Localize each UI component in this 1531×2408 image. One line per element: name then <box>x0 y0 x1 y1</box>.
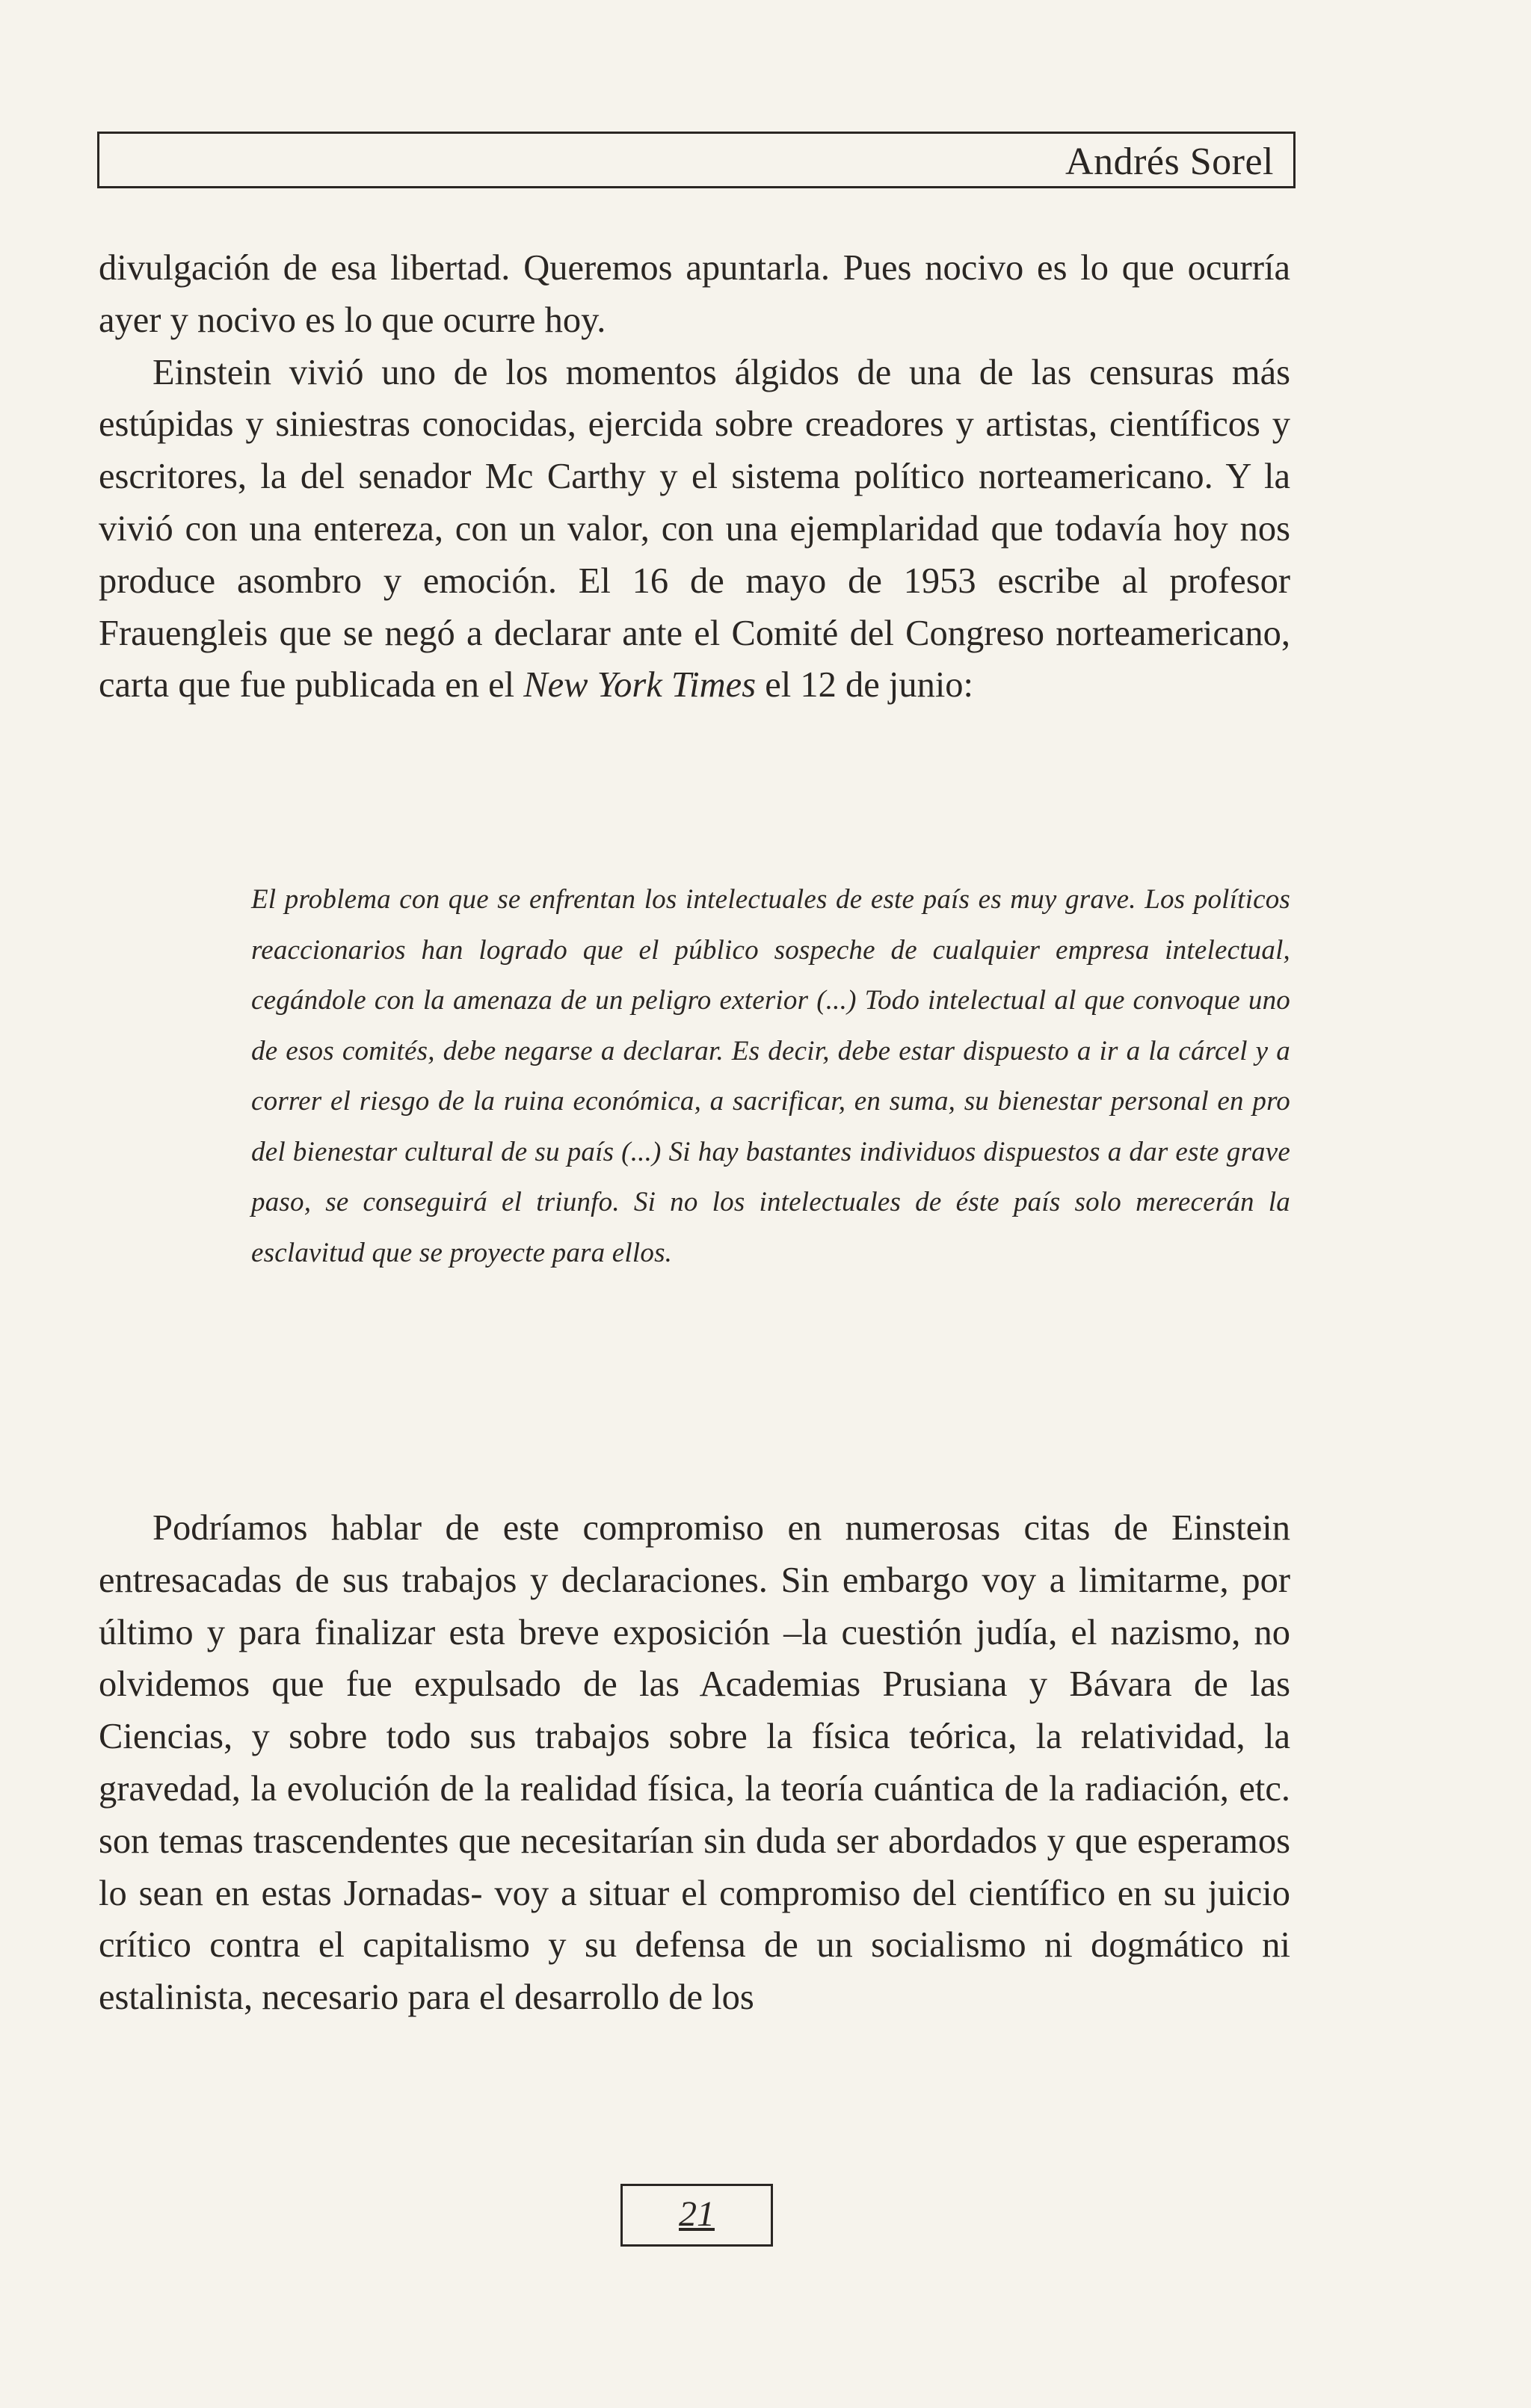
page-number: 21 <box>679 2194 715 2234</box>
running-header <box>97 132 1296 188</box>
paragraph-2 <box>99 347 1290 712</box>
block-quote <box>251 874 1290 1278</box>
paragraph-3: Podríamos hablar de este compromiso en numerosas citas de Einstein entresacadas de sus trabajos y declaraciones. Sin embargo voy a limitarme, por último y para finalizar esta breve exposición –la cuestión judía, el nazismo, no olvidemos que fue expulsado de las Academias Prusiana y Bávara de las Ciencias, y sobre todo sus trabajos sobre la física teórica, la relatividad, la gravedad, la evolución de la realidad física, la teoría cuántica de la radiación, etc. son temas trascendentes que necesitarían sin duda ser abordados y que esperamos lo sean en estas Jornadas- voy a situar el compromiso del científico en su juicio crítico contra el capitalismo y su defensa de un socialismo ni dogmático ni estalinista, necesario para el desarrollo de los <box>99 1508 1290 2018</box>
newspaper-title: New York Times <box>523 665 757 706</box>
paragraph-2-end: el 12 de junio: <box>756 665 974 706</box>
page-number-box <box>620 2184 773 2247</box>
paragraph-2-start: Einstein vivió uno de los momentos álgidos de una de las censuras más estúpidas y siniestras conocidas, ejercida sobre creadores y artistas, científicos y escritores, la del senador Mc Carthy y el sistema político norteamericano. Y la vivió con una entereza, con un valor, con una ejemplaridad que todavía hoy nos produce asombro y emoción. El 16 de mayo de 1953 escribe al profesor Frauengleis que se negó a declarar ante el Comité del Congreso norteamericano, carta que fue publicada en el <box>99 352 1290 706</box>
body-text-bottom <box>99 1502 1290 2024</box>
body-text-top <box>99 242 1290 711</box>
quote-text: El problema con que se enfrentan los intelectuales de este país es muy grave. Los políticos reaccionarios han logrado que el público sospeche de cualquier empresa intelectual, cegándole con la amenaza de un peligro exterior (...) Todo intelectual al que convoque uno de esos comités, debe negarse a declarar. Es decir, debe estar dispuesto a ir a la cárcel y a correr el riesgo de la ruina económica, a sacrificar, en suma, su bienestar personal en pro del bienestar cultural de su país (...) Si hay bastantes individuos dispuestos a dar este grave paso, se conseguirá el triunfo. Si no los intelectuales de éste país solo merecerán la esclavitud que se proyecte para ellos. <box>251 884 1290 1268</box>
paragraph-1: divulgación de esa libertad. Queremos apuntarla. Pues nocivo es lo que ocurría ayer y nocivo es lo que ocurre hoy. <box>99 248 1290 340</box>
header-author: Andrés Sorel <box>1065 141 1274 183</box>
